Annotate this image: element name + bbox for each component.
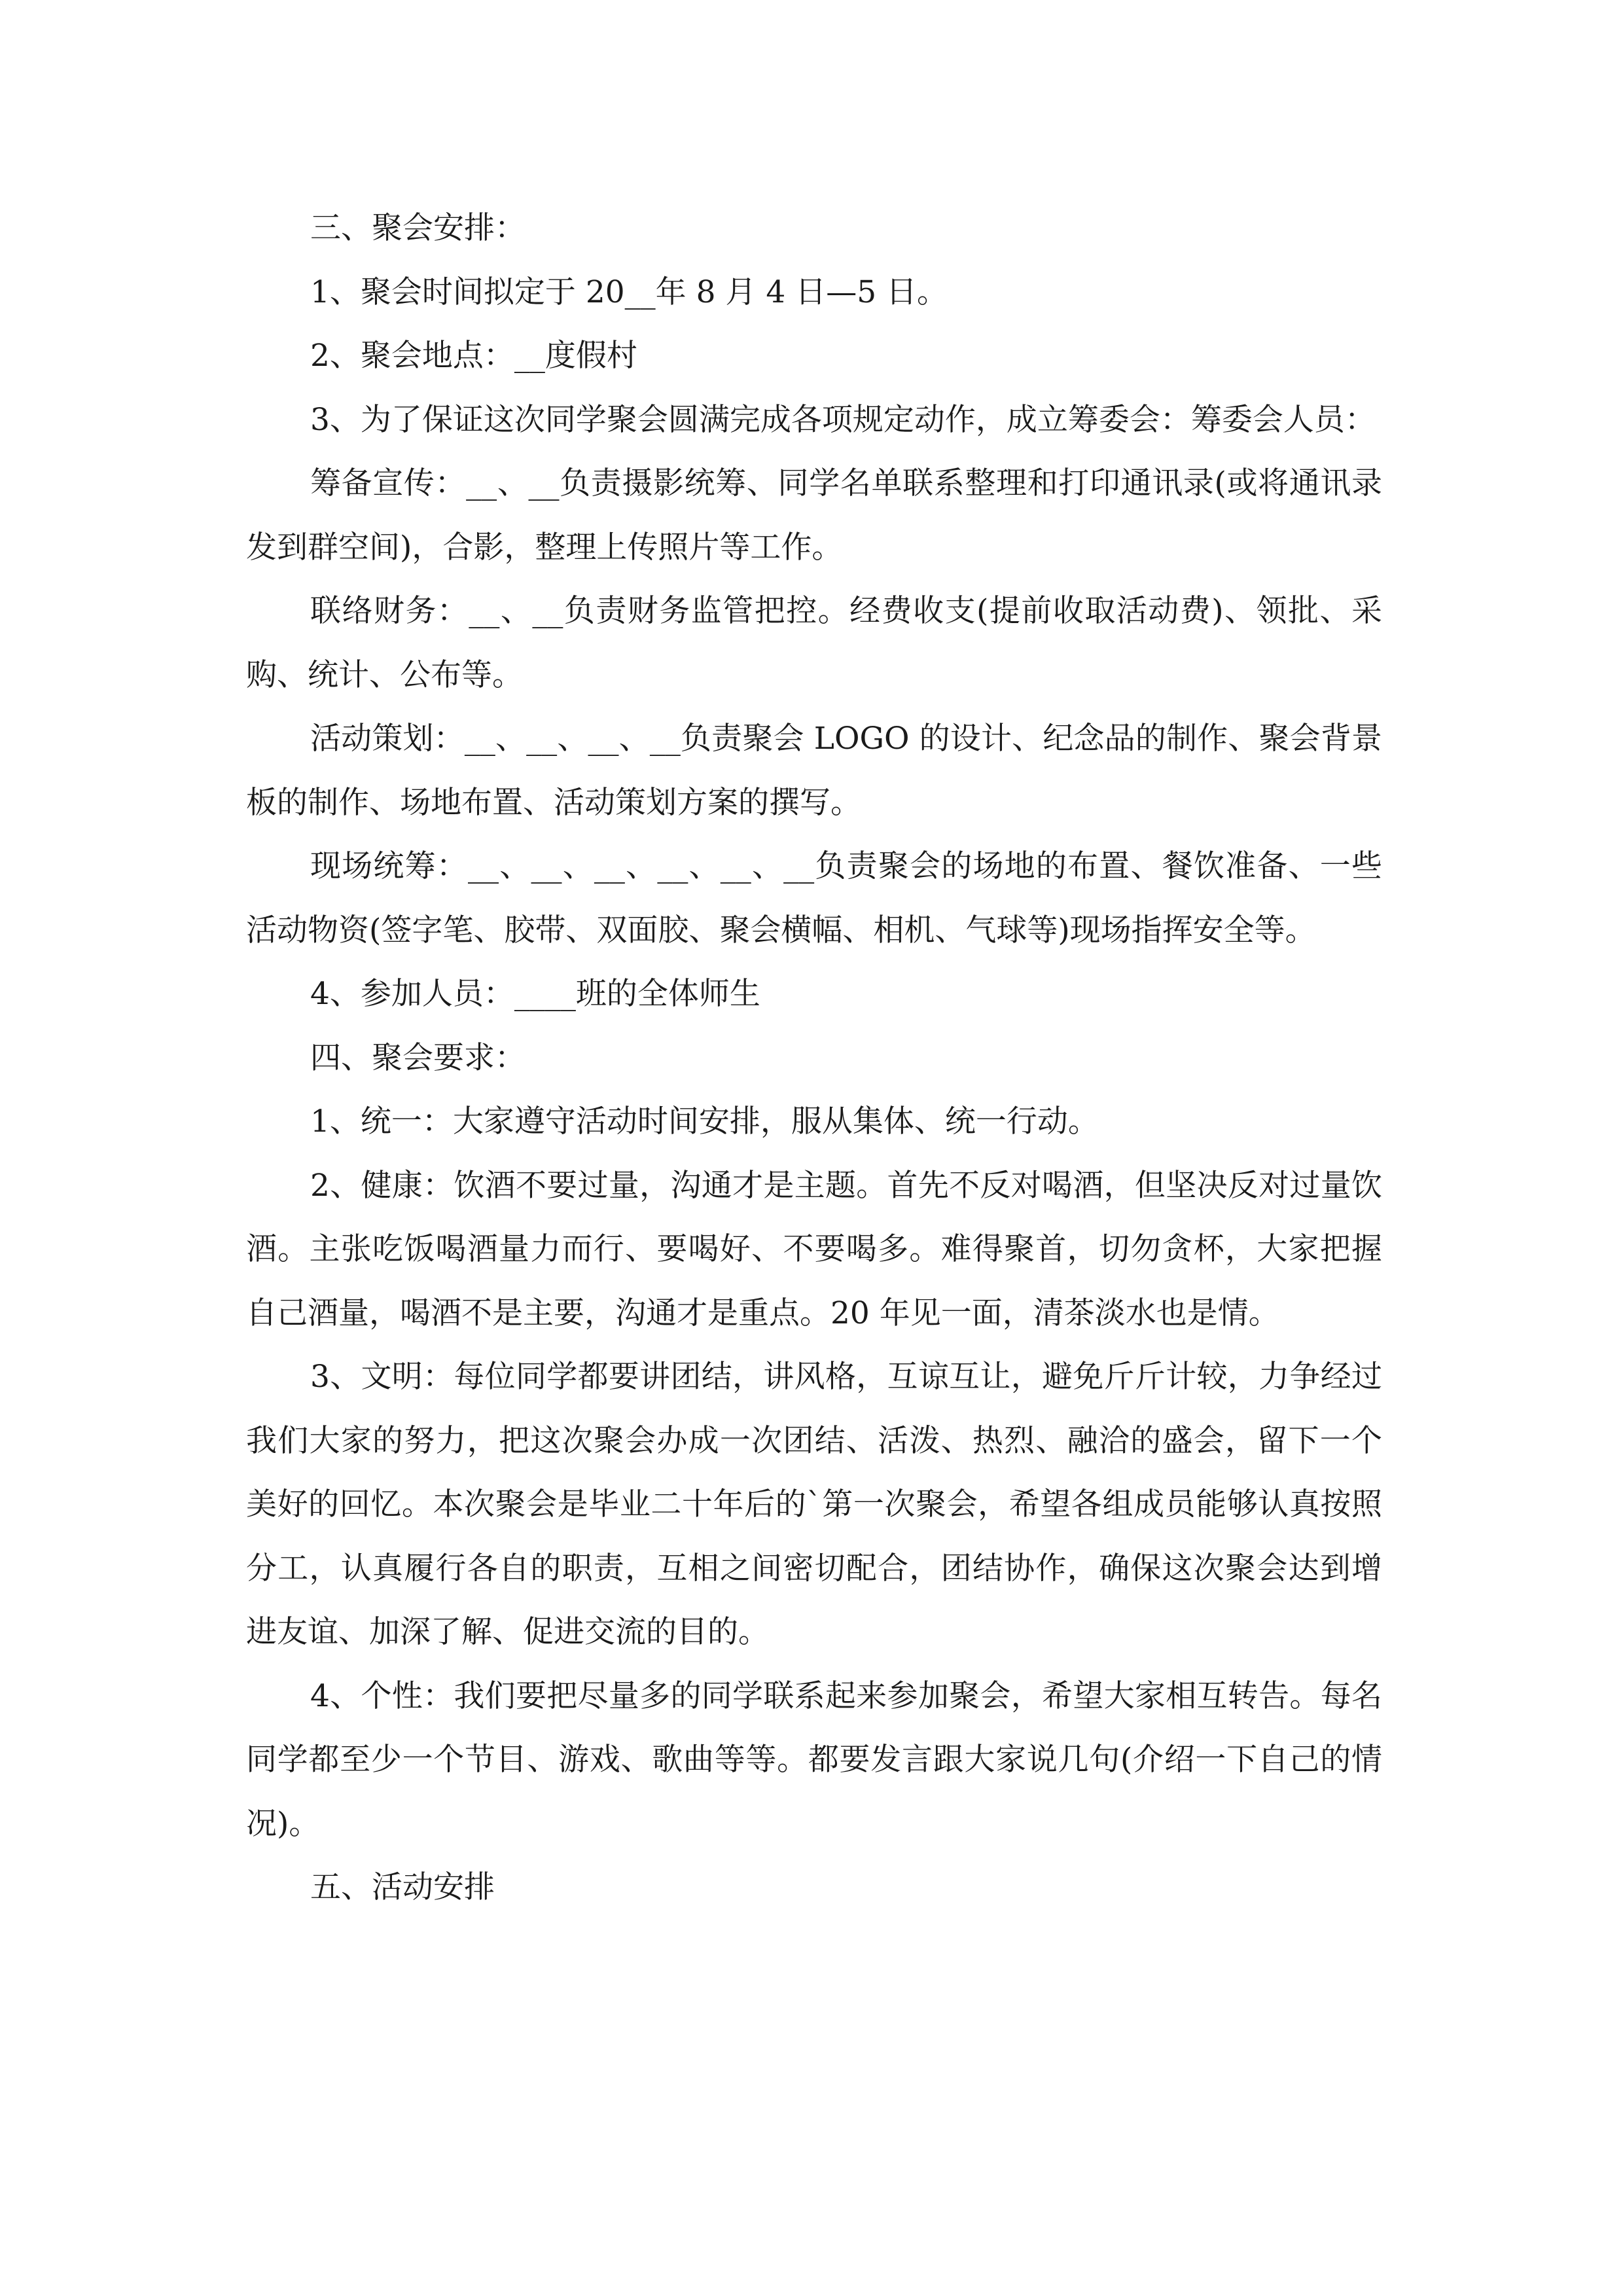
paragraph-location: 2、聚会地点：__度假村 (310, 338, 637, 374)
paragraph-health: 2、健康：饮酒不要过量，沟通才是主题。首先不反对喝酒，但坚决反对过量饮酒。主张吃饭喝酒量力而行、要喝好、不要喝多。难得聚首，切勿贪杯，大家把握自己酒量，喝酒不是主要，沟通才是重点。20 年见一面，清茶淡水也是情。 (246, 1167, 1382, 1331)
paragraph-individuality: 4、个性：我们要把尽量多的同学联系起来参加聚会，希望大家相互转告。每名同学都至少一个节目、游戏、歌曲等等。都要发言跟大家说几句(介绍一下自己的情况)。 (246, 1677, 1382, 1842)
paragraph-planning: 活动策划：__、__、__、__负责聚会 LOGO 的设计、纪念品的制作、聚会背景板的制作、场地布置、活动策划方案的撰写。 (246, 721, 1382, 821)
paragraph-participants: 4、参加人员：____班的全体师生 (310, 976, 760, 1012)
paragraph-time: 1、聚会时间拟定于 20__年 8 月 4 日—5 日。 (310, 274, 948, 310)
paragraph-civility: 3、文明：每位同学都要讲团结，讲风格，互谅互让，避免斤斤计较，力争经过我们大家的努力，把这次聚会办成一次团结、活泼、热烈、融洽的盛会，留下一个美好的回忆。本次聚会是毕业二十年后的`第一次聚会，希望各组成员能够认真按照分工，认真履行各自的职责，互相之间密切配合，团结协作，确保这次聚会达到增进友谊、加深了解、促进交流的目的。 (246, 1359, 1382, 1650)
paragraph-committee: 3、为了保证这次同学聚会圆满完成各项规定动作，成立筹委会：筹委会人员： (310, 401, 1376, 438)
document-body (246, 196, 1382, 1920)
paragraph-unity: 1、统一：大家遵守活动时间安排，服从集体、统一行动。 (310, 1103, 1099, 1139)
paragraph-onsite: 现场统筹：__、__、__、__、__、__负责聚会的场地的布置、餐饮准备、一些活动物资(签字笔、胶带、双面胶、聚会横幅、相机、气球等)现场指挥安全等。 (246, 848, 1382, 948)
section-heading-requirements: 四、聚会要求： (310, 1039, 526, 1076)
section-heading-activities: 五、活动安排 (310, 1869, 495, 1905)
paragraph-publicity: 筹备宣传：__、__负责摄影统筹、同学名单联系整理和打印通讯录(或将通讯录发到群空间)，合影，整理上传照片等工作。 (246, 465, 1382, 565)
paragraph-finance: 联络财务：__、__负责财务监管把控。经费收支(提前收取活动费)、领批、采购、统计、公布等。 (246, 593, 1382, 693)
section-heading-arrangement: 三、聚会安排： (310, 210, 526, 246)
